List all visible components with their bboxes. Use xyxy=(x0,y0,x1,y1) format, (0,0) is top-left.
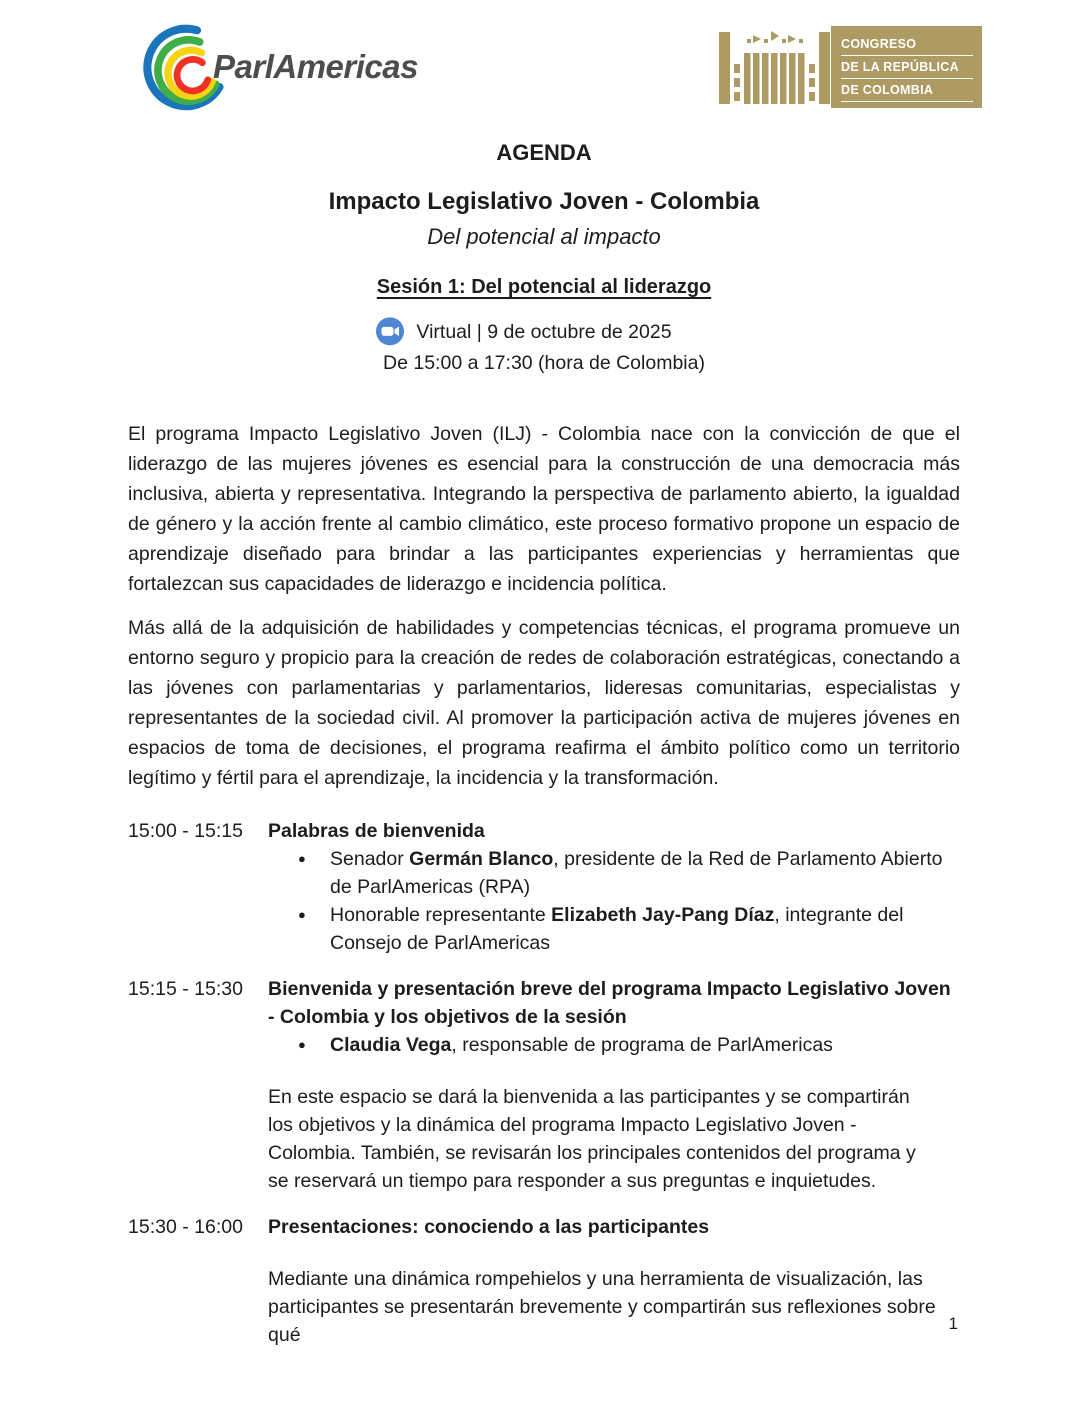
congreso-line-1: CONGRESO xyxy=(841,35,973,56)
page-title: Impacto Legislativo Joven - Colombia xyxy=(328,188,760,215)
speaker-text: Senador Germán Blanco, presidente de la Red de Parlamento Abierto de ParlAmericas (RPA) xyxy=(330,848,943,898)
schedule-item-2-description: En este espacio se dará la bienvenida a las participantes y se compartirán los objetivos y la dinámica del programa Impacto Legislativo Joven - Colombia. También, se revisarán los principales contenidos del programa y se reservará un tiempo para responder a sus preguntas e inquietudes. xyxy=(268,1086,916,1192)
schedule-section xyxy=(0,817,1088,1349)
congreso-building-icon xyxy=(719,26,831,108)
bullet-icon: ● xyxy=(298,1037,306,1052)
schedule-item-2-time: 15:15 - 15:30 xyxy=(128,978,243,1000)
video-camera-icon xyxy=(376,317,404,345)
schedule-item-3-description: Mediante una dinámica rompehielos y una herramienta de visualización, las participantes se presentarán brevemente y compartirán sus reflexiones sobre qué xyxy=(268,1268,936,1346)
schedule-item-2 xyxy=(128,975,960,1195)
time-range-text: De 15:00 a 17:30 (hora de Colombia) xyxy=(383,352,705,374)
parlamericas-wordmark: ParlAmericas xyxy=(213,48,418,85)
schedule-item-3-title: Presentaciones: conociendo a las participantes xyxy=(268,1216,710,1238)
schedule-item-1 xyxy=(128,817,960,957)
schedule-item-2-title: Bienvenida y presentación breve del programa Impacto Legislativo Joven - Colombia y los objetivos de la sesión xyxy=(268,978,951,1028)
speaker-text: Honorable representante Elizabeth Jay-Pang Díaz, integrante del Consejo de ParlAmericas xyxy=(330,904,904,954)
schedule-item-3-time: 15:30 - 16:00 xyxy=(128,1216,243,1238)
intro-section xyxy=(0,419,1088,793)
congreso-line-2: DE LA REPÚBLICA xyxy=(841,58,973,79)
bullet-icon: ● xyxy=(298,851,306,866)
congreso-text-box xyxy=(831,26,982,108)
session-title: Sesión 1: Del potencial al liderazgo xyxy=(376,276,712,298)
schedule-item-1-title: Palabras de bienvenida xyxy=(268,820,485,842)
intro-paragraph-1: El programa Impacto Legislativo Joven (ILJ) - Colombia nace con la convicción de que el liderazgo de las mujeres jóvenes es esencial para la construcción de una democracia más inclusiva, abierta y representativa. Integrando la perspectiva de parlamento abierto, la igualdad de género y la acción frente al cambio climático, este proceso formativo propone un espacio de aprendizaje diseñado para brindar a las participantes experiencias y herramientas que fortalezcan sus capacidades de liderazgo e incidencia política. xyxy=(128,423,960,595)
speaker-bullet xyxy=(268,901,960,957)
congreso-line-3: DE COLOMBIA xyxy=(841,81,973,102)
header xyxy=(0,0,1088,114)
schedule-item-1-time: 15:00 - 15:15 xyxy=(128,820,243,842)
mode-date-text: Virtual | 9 de octubre de 2025 xyxy=(416,321,672,343)
bullet-icon: ● xyxy=(298,907,306,922)
speaker-text: Claudia Vega, responsable de programa de ParlAmericas xyxy=(330,1034,833,1056)
speaker-bullet xyxy=(268,1031,960,1059)
agenda-label: AGENDA xyxy=(496,140,592,165)
parlamericas-logo xyxy=(143,24,418,114)
page-number: 1 xyxy=(948,1314,958,1333)
heading-block xyxy=(0,140,1088,375)
schedule-item-3 xyxy=(128,1213,960,1349)
speaker-bullet xyxy=(268,845,960,901)
congreso-logo xyxy=(719,26,982,108)
intro-paragraph-2: Más allá de la adquisición de habilidades y competencias técnicas, el programa promueve un entorno seguro y propicio para la creación de redes de colaboración estratégicas, conectando a las jóvenes con parlamentarias y parlamentarios, lideresas comunitarias, especialistas y representantes de la sociedad civil. Al promover la participación activa de mujeres jóvenes en espacios de toma de decisiones, el programa reafirma el ámbito político como un territorio legítimo y fértil para el aprendizaje, la incidencia y la transformación. xyxy=(128,617,960,789)
mode-date-line xyxy=(0,321,1088,344)
page-subtitle: Del potencial al impacto xyxy=(427,224,661,249)
